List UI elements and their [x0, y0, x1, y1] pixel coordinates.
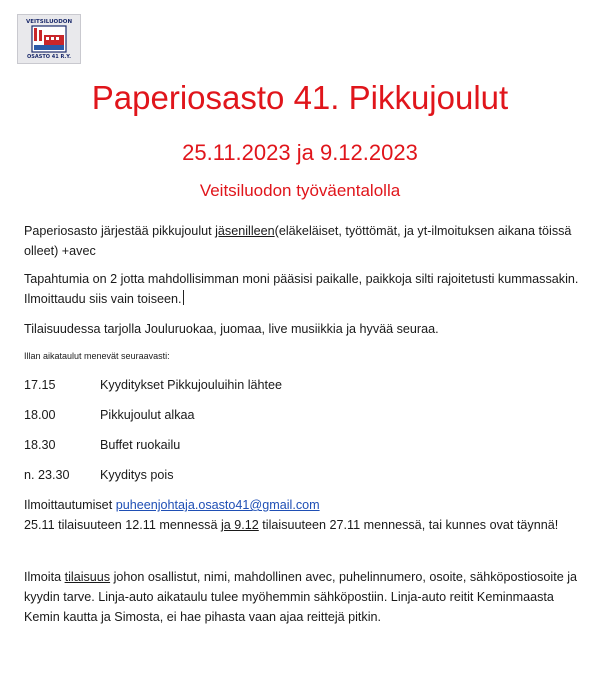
intro-underlined-word: jäsenilleen [215, 224, 275, 238]
schedule-time: 18.00 [24, 408, 56, 422]
schedule-row [24, 465, 174, 485]
event-dates: 25.11.2023 ja 9.12.2023 [182, 140, 418, 165]
schedule-time: 17.15 [24, 378, 56, 392]
schedule-desc: Kyyditys pois [100, 468, 174, 482]
schedule-time: 18.30 [24, 438, 56, 452]
logo-top-text: VEITSILUODON [25, 19, 73, 25]
schedule-intro: Illan aikataulut menevät seuraavasti: [24, 351, 170, 361]
events-text: Tapahtumia on 2 jotta mahdollisimman moni pääsisi paikalle, paikkoja silti rajoitetusti kummassakin. Ilmoittaudu siis vain toiseen. [24, 272, 579, 306]
page-title: Paperiosasto 41. Pikkujoulut [91, 79, 509, 116]
signup-deadline-text-end: tilaisuuteen 27.11 mennessä, tai kunnes ovat täynnä! [258, 518, 559, 532]
intro-text-start: Paperiosasto järjestää pikkujoulut [24, 224, 216, 238]
info-paragraph [24, 567, 584, 627]
schedule-row [24, 375, 282, 395]
text-cursor [183, 290, 184, 305]
signup-email-link[interactable]: puheenjohtaja.osasto41@gmail.com [115, 498, 320, 512]
schedule-row [24, 435, 180, 455]
schedule-time: n. 23.30 [24, 468, 70, 482]
offer-paragraph: Tilaisuudessa tarjolla Jouluruokaa, juomaa, live musiikkia ja hyvää seuraa. [24, 322, 439, 336]
signup-label: Ilmoittautumiset [24, 498, 116, 512]
schedule-desc: Pikkujoulut alkaa [100, 408, 195, 422]
intro-paragraph [24, 221, 584, 261]
events-paragraph [24, 269, 584, 309]
intro-text-end: (eläkeläiset, työttömät, ja yt-ilmoituksen aikana töissä olleet) +avec [24, 224, 572, 258]
info-underlined-word: tilaisuus [64, 570, 111, 584]
union-logo [17, 14, 81, 64]
schedule-row [24, 405, 195, 425]
event-venue: Veitsiluodon työväentalolla [199, 181, 401, 200]
signup-paragraph [24, 495, 584, 535]
schedule-desc: Kyydity‌kset Pikkujouluihin lähtee [100, 378, 283, 392]
info-text-end: johon osallistut, nimi, mahdollinen avec, puhelinnumero, osoite, sähköpostiosoite ja kyydin tarve. Linja-auto aikataulu tulee myöhemmin sähköpostiin. Linja-auto reitit Keminmaasta Kemin kautta ja Simosta, ei hae pihasta vaan ajaa reittejä pitkin. [24, 570, 578, 624]
signup-deadline-text: 25.11 tilaisuuteen 12.11 mennessä [24, 518, 221, 532]
logo-bottom-text: OSASTO 41 R.Y. [27, 54, 71, 60]
signup-deadline-underlined: ja 9.12 [220, 518, 259, 532]
schedule-desc: Buffet ruokailu [100, 438, 181, 452]
info-text-start: Ilmoita [24, 570, 65, 584]
